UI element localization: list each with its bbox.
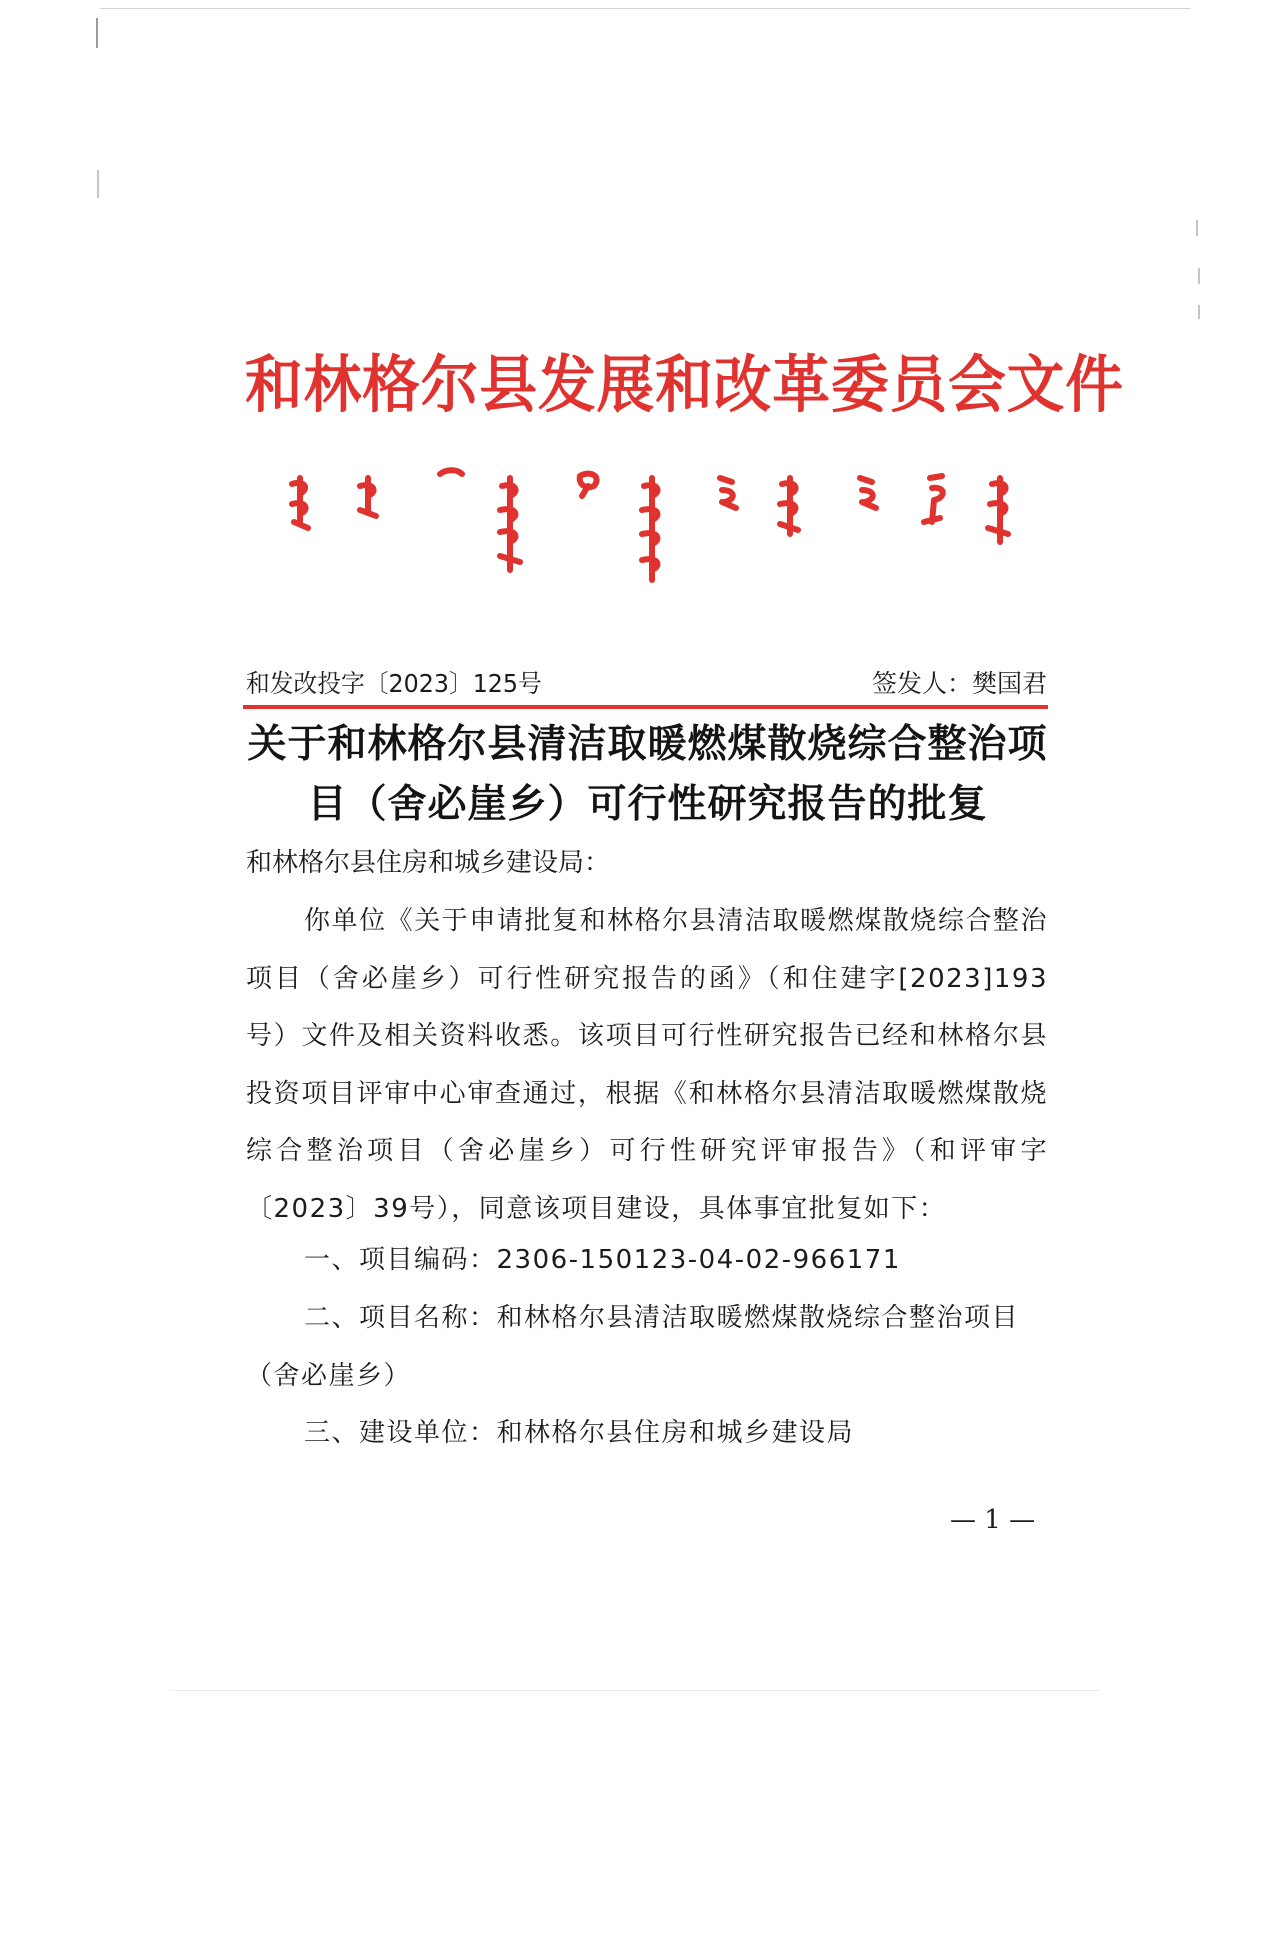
scan-edge-mark — [1196, 220, 1198, 236]
item-project-code: 一、项目编码：2306-150123-04-02-966171 — [304, 1245, 901, 1275]
scan-bottom-line — [170, 1690, 1100, 1691]
red-divider-line — [243, 705, 1048, 709]
issuer-masthead: 和林格尔县发展和改革委员会文件 — [245, 348, 1124, 421]
scan-edge-mark — [97, 170, 99, 198]
document-title-line-1: 关于和林格尔县清洁取暖燃煤散烧综合整治项 — [247, 722, 1048, 767]
scan-edge-mark — [1198, 305, 1200, 319]
document-title — [245, 715, 1050, 835]
item-construction-unit: 三、建设单位：和林格尔县住房和城乡建设局 — [304, 1418, 855, 1448]
scan-edge-mark — [96, 18, 98, 48]
document-title-line-2: 目（舍必崖乡）可行性研究报告的批复 — [307, 782, 988, 827]
addressee: 和林格尔县住房和城乡建设局： — [246, 848, 611, 878]
scan-edge-mark — [1198, 268, 1200, 284]
item-project-name: 二、项目名称：和林格尔县清洁取暖燃煤散烧综合整治项目（舍必崖乡） — [246, 1303, 1020, 1391]
scan-top-line — [100, 8, 1190, 9]
page-number: — 1 — — [950, 1505, 1036, 1535]
mongolian-script-graphic — [280, 460, 1040, 590]
document-number: 和发改投字〔2023〕125号 — [246, 669, 542, 698]
body-paragraph: 你单位《关于申请批复和林格尔县清洁取暖燃煤散烧综合整治项目（舍必崖乡）可行性研究报告的函》（和住建字[2023]193号）文件及相关资料收悉。该项目可行性研究报告已经和林格尔县投资项目评审中心审查通过，根据《和林格尔县清洁取暖燃煤散烧综合整治项目（舍必崖乡）可行性研究评审报告》（和评审字〔2023〕39号），同意该项目建设，具体事宜批复如下： — [246, 906, 1048, 1224]
signer: 签发人：樊国君 — [871, 669, 1047, 698]
